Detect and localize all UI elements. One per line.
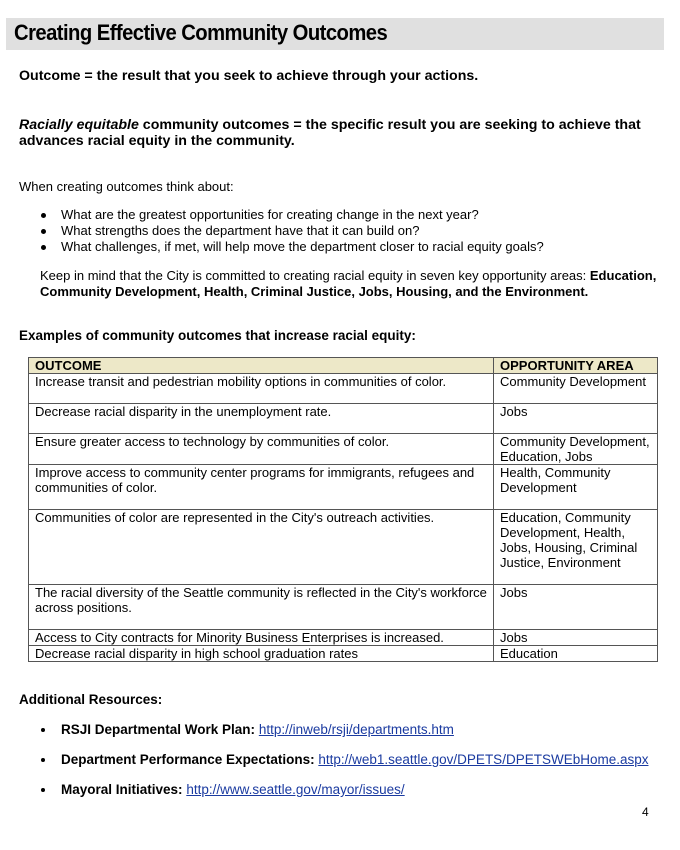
think-bullet: What challenges, if met, will help move the department closer to racial equity goals? [19, 239, 544, 255]
racial-equity-term: Racially equitable [19, 117, 139, 133]
opportunity-area-cell: Health, Community Development [494, 465, 658, 510]
page-number: 4 [642, 805, 649, 819]
table-header-row [29, 358, 658, 374]
outcome-cell: Decrease racial disparity in high school graduation rates [29, 646, 494, 662]
page-title: Creating Effective Community Outcomes [14, 20, 388, 45]
table-row [29, 374, 658, 404]
resource-item [19, 721, 648, 751]
keep-in-mind-paragraph [40, 268, 665, 299]
outcome-cell: Increase transit and pedestrian mobility options in communities of color. [29, 374, 494, 404]
think-bullet: What are the greatest opportunities for creating change in the next year? [19, 207, 544, 223]
table-row [29, 404, 658, 434]
outcome-cell: Decrease racial disparity in the unemployment rate. [29, 404, 494, 434]
table-row [29, 585, 658, 630]
outcome-cell: Access to City contracts for Minority Business Enterprises is increased. [29, 630, 494, 646]
opportunity-area-cell: Education, Community Development, Health, Jobs, Housing, Criminal Justice, Environment [494, 510, 658, 585]
outcome-cell: The racial diversity of the Seattle community is reflected in the City's workforce across positions. [29, 585, 494, 630]
resource-item [19, 781, 648, 811]
think-intro: When creating outcomes think about: [19, 179, 234, 194]
table-row [29, 630, 658, 646]
table-row [29, 465, 658, 510]
opportunity-area-cell: Jobs [494, 404, 658, 434]
think-bullet-list [19, 207, 544, 255]
opportunity-area-cell: Jobs [494, 630, 658, 646]
examples-heading: Examples of community outcomes that increase racial equity: [19, 328, 416, 343]
resources-list [19, 721, 648, 811]
opportunity-area-cell: Jobs [494, 585, 658, 630]
table-row [29, 646, 658, 662]
opportunity-area-cell: Community Development [494, 374, 658, 404]
table-row [29, 434, 658, 465]
title-bar [6, 18, 664, 50]
outcome-cell: Communities of color are represented in the City's outreach activities. [29, 510, 494, 585]
resources-heading: Additional Resources: [19, 692, 163, 707]
header-opportunity-area: OPPORTUNITY AREA [494, 358, 658, 374]
outcome-cell: Ensure greater access to technology by communities of color. [29, 434, 494, 465]
outcome-cell: Improve access to community center programs for immigrants, refugees and communities of color. [29, 465, 494, 510]
resource-label: Mayoral Initiatives: [61, 782, 183, 797]
resource-link[interactable]: http://web1.seattle.gov/DPETS/DPETSWEbHome.aspx [318, 752, 649, 767]
opportunity-area-cell: Education [494, 646, 658, 662]
resource-link[interactable]: http://www.seattle.gov/mayor/issues/ [186, 782, 405, 797]
racial-equity-definition [19, 117, 659, 149]
table-row [29, 510, 658, 585]
outcome-definition: Outcome = the result that you seek to achieve through your actions. [19, 68, 479, 84]
resource-link[interactable]: http://inweb/rsji/departments.htm [258, 722, 454, 737]
think-bullet: What strengths does the department have that it can build on? [19, 223, 544, 239]
keep-in-mind-lead: Keep in mind that the City is committed to creating racial equity in seven key opportunity areas: [40, 268, 590, 283]
opportunity-area-cell: Community Development, Education, Jobs [494, 434, 658, 465]
header-outcome: OUTCOME [29, 358, 494, 374]
resource-label: RSJI Departmental Work Plan: [61, 722, 256, 737]
racial-equity-definition-text: community outcomes = the specific result you are seeking to achieve that advances racial equity in the community. [19, 117, 641, 149]
opportunity-areas-list: Education, Community Development, Health, Criminal Justice, Jobs, Housing, and the Environment. [40, 268, 657, 299]
outcomes-table [28, 357, 658, 662]
resource-item [19, 751, 648, 781]
resource-label: Department Performance Expectations: [61, 752, 315, 767]
